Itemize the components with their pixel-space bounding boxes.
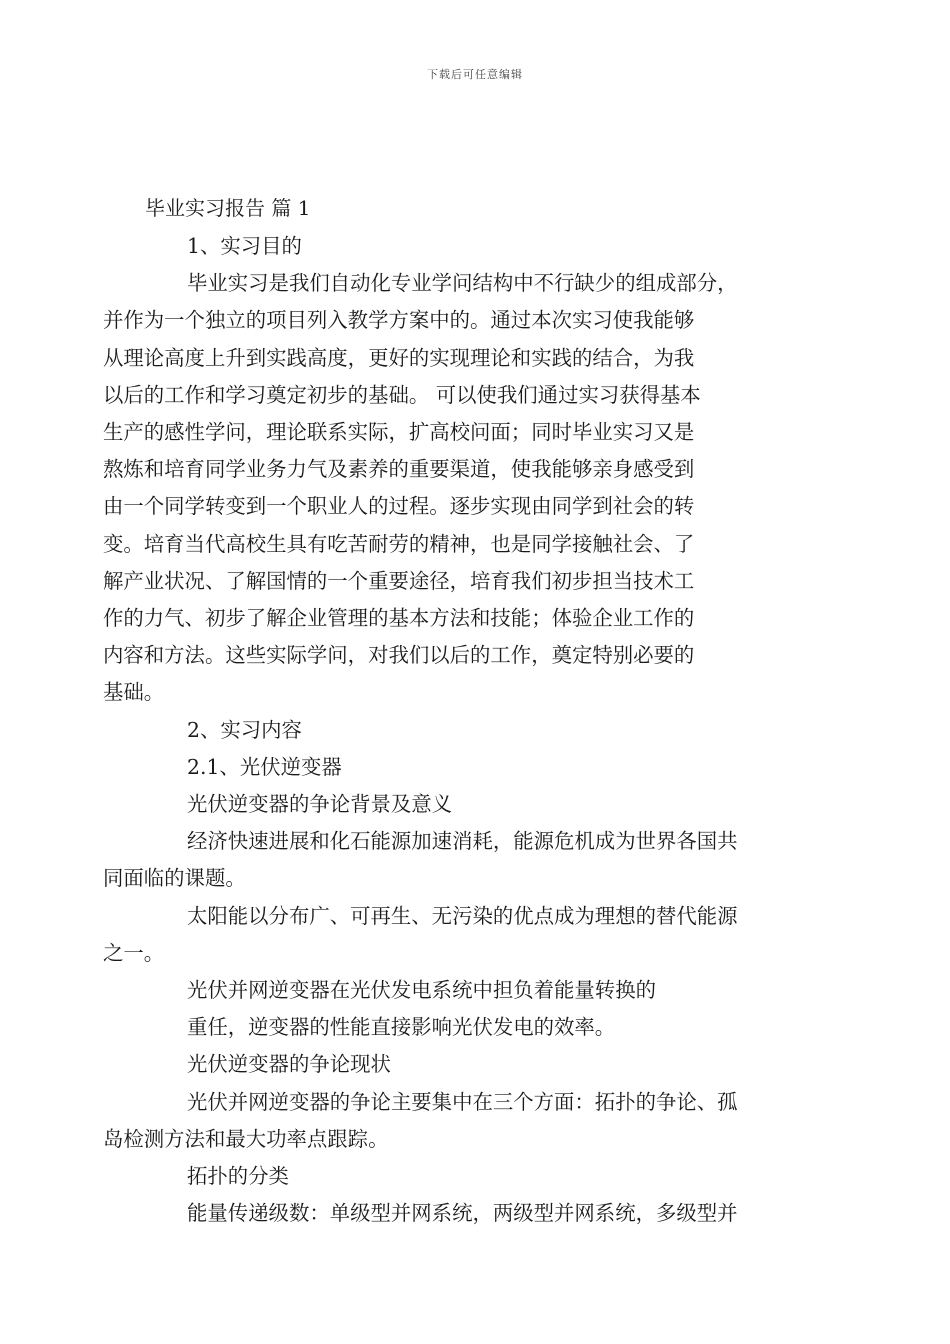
paragraph-line: 光伏并网逆变器的争论主要集中在三个方面：拓扑的争论、孤 xyxy=(187,1089,738,1114)
subsection-heading-inverter: 2.1、光伏逆变器 xyxy=(187,754,342,779)
paragraph-economy xyxy=(103,823,810,897)
paragraph-line: 基础。 xyxy=(103,680,165,705)
paragraph-line: 同面临的课题。 xyxy=(103,866,246,891)
paragraph-line: 内容和方法。这些实际学问，对我们以后的工作，奠定特别必要的 xyxy=(103,643,695,668)
document-body xyxy=(103,188,810,1232)
topic-heading-background: 光伏逆变器的争论背景及意义 xyxy=(187,792,453,817)
paragraph-line: 解产业状况、了解国情的一个重要途径，培育我们初步担当技术工 xyxy=(103,568,695,593)
paragraph-line: 以后的工作和学习奠定初步的基础。 可以使我们通过实习获得基本 xyxy=(103,382,701,407)
header-note: 下载后可任意编辑 xyxy=(427,68,523,81)
paragraph-line: 光伏并网逆变器在光伏发电系统中担负着能量转换的 xyxy=(187,978,656,1003)
paragraph-grid-inverter xyxy=(145,972,810,1009)
section-heading-content: 2、实习内容 xyxy=(187,717,302,742)
paragraph-line: 经济快速进展和化石能源加速消耗，能源危机成为世界各国共 xyxy=(187,829,738,854)
paragraph-line: 之一。 xyxy=(103,940,165,965)
document-title: 毕业实习报告 篇 1 xyxy=(145,196,311,220)
paragraph-line: 作的力气、初步了解企业管理的基本方法和技能；体验企业工作的 xyxy=(103,606,695,631)
paragraph-line: 由一个同学转变到一个职业人的过程。逐步实现由同学到社会的转 xyxy=(103,494,695,519)
section-heading-purpose: 1、实习目的 xyxy=(187,234,302,258)
topic-heading-topology: 拓扑的分类 xyxy=(187,1164,289,1189)
paragraph-purpose xyxy=(103,265,810,711)
paragraph-line: 能量传递级数：单级型并网系统，两级型并网系统，多级型并 xyxy=(187,1201,738,1226)
paragraph-responsibility xyxy=(145,1009,810,1046)
paragraph-line: 生产的感性学问，理论联系实际，扩高校问面；同时毕业实习又是 xyxy=(103,420,695,445)
paragraph-line: 从理论高度上升到实践高度，更好的实现理论和实践的结合，为我 xyxy=(103,345,695,370)
paragraph-research-focus xyxy=(103,1084,810,1158)
paragraph-line: 岛检测方法和最大功率点跟踪。 xyxy=(103,1126,389,1151)
topic-heading-status: 光伏逆变器的争论现状 xyxy=(187,1052,391,1077)
paragraph-line: 变。培育当代高校生具有吃苦耐劳的精神，也是同学接触社会、了 xyxy=(103,531,695,556)
paragraph-solar xyxy=(103,898,810,972)
paragraph-line: 毕业实习是我们自动化专业学问结构中不行缺少的组成部分， xyxy=(187,271,738,296)
paragraph-stages xyxy=(145,1195,810,1232)
paragraph-line: 并作为一个独立的项目列入教学方案中的。通过本次实习使我能够 xyxy=(103,308,695,333)
paragraph-line: 太阳能以分布广、可再生、无污染的优点成为理想的替代能源 xyxy=(187,903,738,928)
paragraph-line: 重任，逆变器的性能直接影响光伏发电的效率。 xyxy=(187,1015,616,1040)
paragraph-line: 熬炼和培育同学业务力气及素养的重要渠道，使我能够亲身感受到 xyxy=(103,457,695,482)
